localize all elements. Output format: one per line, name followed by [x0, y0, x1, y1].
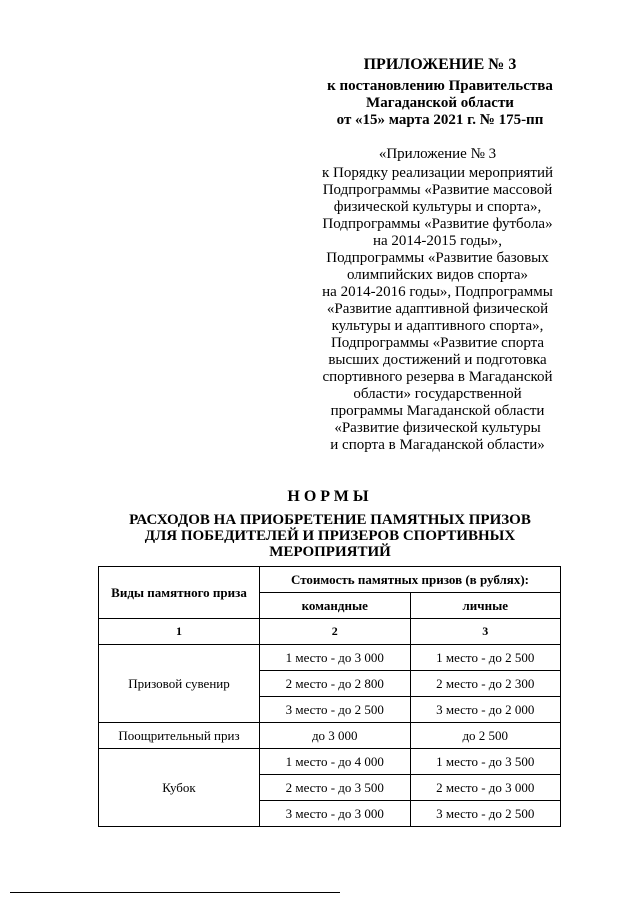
prize-type-cell: Призовой сувенир — [99, 645, 260, 723]
appendix-line: и спорта в Магаданской области» — [330, 437, 545, 453]
appendix-reference — [305, 146, 570, 454]
norms-subtitle-line: РАСХОДОВ НА ПРИОБРЕТЕНИЕ ПАМЯТНЫХ ПРИЗОВ — [129, 512, 531, 528]
appendix-line: Подпрограммы «Развитие базовых — [326, 250, 549, 266]
team-cost-cell: 2 место - до 3 500 — [260, 775, 411, 801]
appendix-line: Подпрограммы «Развитие футбола» — [322, 216, 553, 232]
appendix-line: Подпрограммы «Развитие массовой — [322, 182, 553, 198]
footer-divider — [10, 892, 340, 893]
personal-cost-cell: 3 место - до 2 000 — [410, 697, 561, 723]
prize-type-cell: Поощрительный приз — [99, 723, 260, 749]
appendix-line: олимпийских видов спорта» — [346, 267, 529, 283]
appendix-reference-title: «Приложение № 3 — [378, 146, 497, 162]
appendix-line: программы Магаданской области — [330, 403, 545, 419]
norms-subtitle-line: ДЛЯ ПОБЕДИТЕЛЕЙ И ПРИЗЕРОВ СПОРТИВНЫХ — [144, 528, 516, 544]
norms-subtitle-line: МЕРОПРИЯТИЙ — [269, 544, 391, 560]
appendix-line: Подпрограммы «Развитие спорта — [330, 335, 545, 351]
col-header-personal: личные — [410, 593, 561, 619]
team-cost-cell: 3 место - до 3 000 — [260, 801, 411, 827]
header-line: от «15» марта 2021 г. № 175-пп — [336, 112, 544, 128]
personal-cost-cell: 1 место - до 3 500 — [410, 749, 561, 775]
team-cost-cell: 3 место - до 2 500 — [260, 697, 411, 723]
team-cost-cell: до 3 000 — [260, 723, 411, 749]
col-header-prize-type: Виды памятного приза — [99, 567, 260, 619]
appendix-line: к Порядку реализации мероприятий — [322, 165, 553, 181]
table-index-row — [99, 619, 561, 645]
column-index: 1 — [99, 619, 260, 645]
appendix-line: физической культуры и спорта», — [333, 199, 542, 215]
appendix-line: культуры и адаптивного спорта», — [331, 318, 544, 334]
column-index: 2 — [260, 619, 411, 645]
personal-cost-cell: 2 место - до 2 300 — [410, 671, 561, 697]
table-row — [99, 749, 561, 775]
table-header-row — [99, 567, 561, 593]
appendix-line: «Развитие адаптивной физической — [326, 301, 549, 317]
norms-heading — [110, 488, 550, 560]
header-line: к постановлению Правительства — [327, 78, 553, 94]
appendix-line: спортивного резерва в Магаданской — [322, 369, 553, 385]
appendix-line: на 2014-2016 годы», Подпрограммы — [322, 284, 553, 300]
personal-cost-cell: до 2 500 — [410, 723, 561, 749]
personal-cost-cell: 2 место - до 3 000 — [410, 775, 561, 801]
appendix-line: области» государственной — [353, 386, 522, 402]
appendix-line: на 2014-2015 годы», — [373, 233, 502, 249]
appendix-header — [310, 56, 570, 129]
prize-type-cell: Кубок — [99, 749, 260, 827]
personal-cost-cell: 3 место - до 2 500 — [410, 801, 561, 827]
col-header-cost: Стоимость памятных призов (в рублях): — [260, 567, 561, 593]
team-cost-cell: 1 место - до 3 000 — [260, 645, 411, 671]
col-header-team: командные — [260, 593, 411, 619]
column-index: 3 — [410, 619, 561, 645]
header-line: Магаданской области — [366, 95, 514, 111]
norms-title: НОРМЫ — [287, 488, 373, 505]
table-row — [99, 645, 561, 671]
prize-norms-table — [98, 566, 561, 827]
personal-cost-cell: 1 место - до 2 500 — [410, 645, 561, 671]
appendix-line: «Развитие физической культуры — [334, 420, 541, 436]
team-cost-cell: 1 место - до 4 000 — [260, 749, 411, 775]
table-row — [99, 723, 561, 749]
appendix-line: высших достижений и подготовка — [328, 352, 547, 368]
team-cost-cell: 2 место - до 2 800 — [260, 671, 411, 697]
appendix-title: ПРИЛОЖЕНИЕ № 3 — [363, 56, 517, 73]
